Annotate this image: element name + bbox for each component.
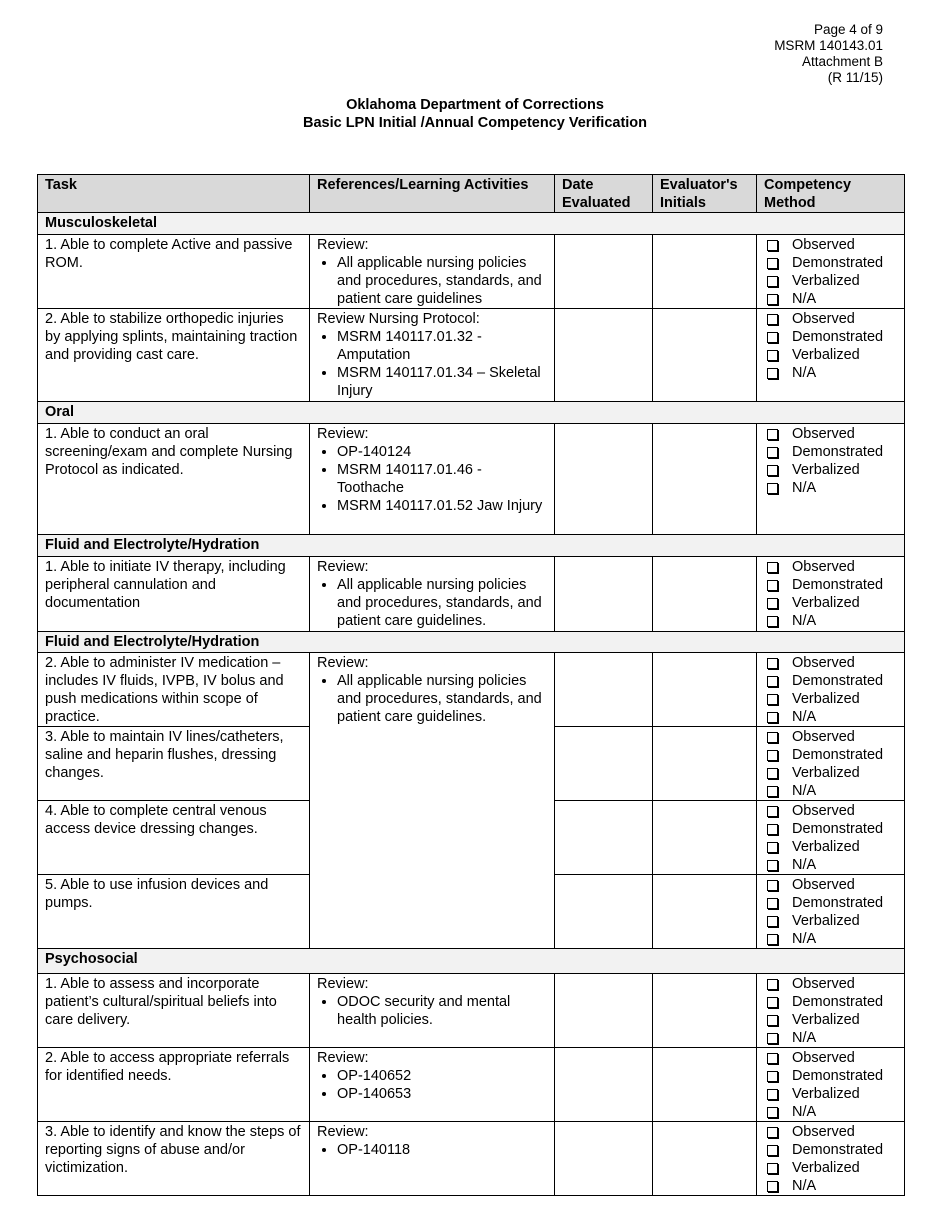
task-cell: 2. Able to access appropriate referrals for identified needs. <box>38 1048 310 1122</box>
date-evaluated-cell[interactable] <box>555 727 653 801</box>
competency-option-label: N/A <box>792 1178 817 1194</box>
section-header-row <box>38 632 905 653</box>
checkbox[interactable] <box>767 694 778 705</box>
competency-method-cell <box>757 974 905 1048</box>
competency-option <box>764 310 897 328</box>
reference-label: Review: <box>317 1124 369 1140</box>
competency-option-label: Observed <box>792 559 855 575</box>
date-evaluated-cell[interactable] <box>555 801 653 875</box>
competency-option <box>764 912 897 930</box>
reference-item: • MSRM 140117.01.52 Jaw Injury <box>337 497 547 515</box>
checkbox[interactable] <box>767 934 778 945</box>
evaluator-initials-cell[interactable] <box>653 875 757 949</box>
competency-option <box>764 1123 897 1141</box>
section-header-row <box>38 402 905 424</box>
checkbox[interactable] <box>767 598 778 609</box>
competency-table <box>37 174 905 1196</box>
competency-option <box>764 820 897 838</box>
competency-option <box>764 1067 897 1085</box>
checkbox[interactable] <box>767 750 778 761</box>
competency-method-cell <box>757 1122 905 1196</box>
competency-option <box>764 672 897 690</box>
competency-method-cell <box>757 235 905 309</box>
reference-item: • MSRM 140117.01.46 - Toothache <box>337 461 547 497</box>
table-header-row <box>38 175 905 213</box>
date-evaluated-cell[interactable] <box>555 235 653 309</box>
references-cell <box>310 1122 555 1196</box>
checkbox[interactable] <box>767 1033 778 1044</box>
competency-option <box>764 728 897 746</box>
table-row <box>38 424 905 535</box>
competency-option-label: N/A <box>792 291 817 307</box>
reference-item: • OP-140653 <box>337 1085 547 1103</box>
checkbox[interactable] <box>767 732 778 743</box>
competency-option-label: Observed <box>792 237 855 253</box>
competency-option <box>764 746 897 764</box>
checkbox[interactable] <box>767 258 778 269</box>
evaluator-initials-cell[interactable] <box>653 1122 757 1196</box>
competency-options <box>764 310 897 382</box>
section-title: Psychosocial <box>38 949 905 974</box>
table-row <box>38 653 905 727</box>
checkbox[interactable] <box>767 786 778 797</box>
competency-option-label: Observed <box>792 1124 855 1140</box>
competency-option <box>764 612 897 630</box>
reference-label: Review: <box>317 237 369 253</box>
competency-option <box>764 856 897 874</box>
references-cell <box>310 1048 555 1122</box>
table-row <box>38 974 905 1048</box>
evaluator-initials-cell[interactable] <box>653 974 757 1048</box>
competency-option <box>764 558 897 576</box>
checkbox[interactable] <box>767 483 778 494</box>
table-row <box>38 235 905 309</box>
competency-option <box>764 1029 897 1047</box>
competency-option <box>764 802 897 820</box>
section-header-row <box>38 213 905 235</box>
checkbox[interactable] <box>767 314 778 325</box>
competency-option-label: Demonstrated <box>792 994 884 1010</box>
column-header-date-evaluated: Date Evaluated <box>555 175 653 213</box>
competency-method-cell <box>757 557 905 632</box>
date-evaluated-cell[interactable] <box>555 1122 653 1196</box>
task-cell: 3. Able to identify and know the steps of reporting signs of abuse and/or victimization. <box>38 1122 310 1196</box>
competency-option-label: Observed <box>792 311 855 327</box>
checkbox[interactable] <box>767 880 778 891</box>
table-row <box>38 1122 905 1196</box>
checkbox[interactable] <box>767 368 778 379</box>
page-number: Page 4 of 9 <box>813 22 883 37</box>
checkbox[interactable] <box>767 1015 778 1026</box>
date-evaluated-cell[interactable] <box>555 424 653 535</box>
reference-list <box>317 1141 547 1159</box>
competency-option-label: Demonstrated <box>792 1068 884 1084</box>
competency-method-cell <box>757 727 905 801</box>
competency-options <box>764 1123 897 1195</box>
competency-method-cell <box>757 801 905 875</box>
competency-option-label: Observed <box>792 655 855 671</box>
table-row <box>38 309 905 402</box>
evaluator-initials-cell[interactable] <box>653 727 757 801</box>
reference-item: • MSRM 140117.01.32 - Amputation <box>337 328 547 364</box>
checkbox[interactable] <box>767 240 778 251</box>
competency-options <box>764 558 897 630</box>
competency-option-label: Verbalized <box>792 1160 860 1176</box>
checkbox[interactable] <box>767 465 778 476</box>
section-title: Oral <box>38 402 905 424</box>
competency-option-label: N/A <box>792 857 817 873</box>
section-title: Fluid and Electrolyte/Hydration <box>38 632 905 653</box>
competency-option <box>764 1011 897 1029</box>
section-header-row <box>38 949 905 974</box>
competency-options <box>764 425 897 497</box>
competency-option-label: Demonstrated <box>792 444 884 460</box>
document-header <box>774 22 883 86</box>
reference-item: • OP-140652 <box>337 1067 547 1085</box>
checkbox[interactable] <box>767 1163 778 1174</box>
competency-option <box>764 1103 897 1121</box>
checkbox[interactable] <box>767 658 778 669</box>
competency-option <box>764 876 897 894</box>
checkbox[interactable] <box>767 447 778 458</box>
reference-item: • All applicable nursing policies and procedures, standards, and patient care guidelines <box>337 254 547 308</box>
references-cell <box>310 235 555 309</box>
references-cell <box>310 974 555 1048</box>
competency-option <box>764 708 897 726</box>
reference-label: Review: <box>317 976 369 992</box>
competency-option-label: Verbalized <box>792 839 860 855</box>
competency-method-cell <box>757 309 905 402</box>
competency-option-label: Verbalized <box>792 595 860 611</box>
competency-option-label: Observed <box>792 1050 855 1066</box>
task-cell: 4. Able to complete central venous access device dressing changes. <box>38 801 310 875</box>
reference-item: • OP-140118 <box>337 1141 547 1159</box>
date-evaluated-cell[interactable] <box>555 653 653 727</box>
evaluator-initials-cell[interactable] <box>653 1048 757 1122</box>
evaluator-initials-cell[interactable] <box>653 557 757 632</box>
evaluator-initials-cell[interactable] <box>653 235 757 309</box>
competency-option <box>764 364 897 382</box>
competency-option-label: Observed <box>792 803 855 819</box>
task-cell: 3. Able to maintain IV lines/catheters, saline and heparin flushes, dressing changes. <box>38 727 310 801</box>
competency-option <box>764 443 897 461</box>
competency-option <box>764 328 897 346</box>
reference-label: Review: <box>317 655 369 671</box>
checkbox[interactable] <box>767 898 778 909</box>
task-cell: 1. Able to complete Active and passive ROM. <box>38 235 310 309</box>
competency-option <box>764 690 897 708</box>
competency-option-label: Demonstrated <box>792 821 884 837</box>
reference-label: Review Nursing Protocol: <box>317 311 480 327</box>
reference-item: • All applicable nursing policies and procedures, standards, and patient care guidelines. <box>337 672 547 726</box>
competency-option <box>764 993 897 1011</box>
competency-option-label: N/A <box>792 709 817 725</box>
competency-method-cell <box>757 424 905 535</box>
competency-option <box>764 461 897 479</box>
checkbox[interactable] <box>767 1127 778 1138</box>
competency-option <box>764 425 897 443</box>
competency-option-label: Verbalized <box>792 1086 860 1102</box>
reference-list <box>317 993 547 1029</box>
task-cell: 2. Able to stabilize orthopedic injuries by applying splints, maintaining traction and providing cast care. <box>38 309 310 402</box>
competency-option-label: Verbalized <box>792 462 860 478</box>
competency-option <box>764 1177 897 1195</box>
column-header-evaluator-initials: Evaluator's Initials <box>653 175 757 213</box>
references-cell <box>310 424 555 535</box>
checkbox[interactable] <box>767 580 778 591</box>
reference-list <box>317 328 547 400</box>
competency-option <box>764 1085 897 1103</box>
competency-options <box>764 654 897 726</box>
competency-option <box>764 838 897 856</box>
checkbox[interactable] <box>767 1089 778 1100</box>
checkbox[interactable] <box>767 1053 778 1064</box>
table-row <box>38 557 905 632</box>
competency-option <box>764 782 897 800</box>
reference-list <box>317 1067 547 1103</box>
competency-option-label: N/A <box>792 480 817 496</box>
competency-option <box>764 346 897 364</box>
competency-option <box>764 479 897 497</box>
competency-option <box>764 576 897 594</box>
task-cell: 5. Able to use infusion devices and pumps. <box>38 875 310 949</box>
organization-title: Oklahoma Department of Corrections <box>346 97 604 113</box>
competency-option-label: Verbalized <box>792 913 860 929</box>
reference-item: • OP-140124 <box>337 443 547 461</box>
section-header-row <box>38 535 905 557</box>
checkbox[interactable] <box>767 979 778 990</box>
checkbox[interactable] <box>767 768 778 779</box>
competency-option-label: Verbalized <box>792 1012 860 1028</box>
evaluator-initials-cell[interactable] <box>653 424 757 535</box>
competency-option-label: Verbalized <box>792 347 860 363</box>
competency-option-label: Demonstrated <box>792 577 884 593</box>
table-row <box>38 1048 905 1122</box>
column-header-references: References/Learning Activities <box>310 175 555 213</box>
competency-option-label: Demonstrated <box>792 1142 884 1158</box>
competency-option <box>764 254 897 272</box>
checkbox[interactable] <box>767 1145 778 1156</box>
checkbox[interactable] <box>767 712 778 723</box>
references-cell <box>310 557 555 632</box>
references-cell <box>310 653 555 949</box>
references-cell <box>310 309 555 402</box>
competency-method-cell <box>757 875 905 949</box>
reference-item: • ODOC security and mental health policies. <box>337 993 547 1029</box>
competency-option-label: Verbalized <box>792 765 860 781</box>
competency-option-label: N/A <box>792 1104 817 1120</box>
reference-label: Review: <box>317 1050 369 1066</box>
competency-option-label: Demonstrated <box>792 747 884 763</box>
checkbox[interactable] <box>767 1071 778 1082</box>
date-evaluated-cell[interactable] <box>555 875 653 949</box>
section-title: Musculoskeletal <box>38 213 905 235</box>
competency-option <box>764 1049 897 1067</box>
section-title: Fluid and Electrolyte/Hydration <box>38 535 905 557</box>
checkbox[interactable] <box>767 294 778 305</box>
competency-method-cell <box>757 653 905 727</box>
competency-options <box>764 236 897 308</box>
evaluator-initials-cell[interactable] <box>653 801 757 875</box>
checkbox[interactable] <box>767 997 778 1008</box>
checkbox[interactable] <box>767 616 778 627</box>
competency-option-label: Observed <box>792 729 855 745</box>
competency-option-label: Demonstrated <box>792 895 884 911</box>
evaluator-initials-cell[interactable] <box>653 309 757 402</box>
checkbox[interactable] <box>767 350 778 361</box>
checkbox[interactable] <box>767 1107 778 1118</box>
competency-option-label: Demonstrated <box>792 255 884 271</box>
competency-option <box>764 1159 897 1177</box>
competency-option-label: Verbalized <box>792 273 860 289</box>
competency-option <box>764 975 897 993</box>
revision-label: (R 11/15) <box>827 70 883 85</box>
competency-options <box>764 1049 897 1121</box>
date-evaluated-cell[interactable] <box>555 557 653 632</box>
document-number: MSRM 140143.01 <box>774 38 883 53</box>
checkbox[interactable] <box>767 842 778 853</box>
checkbox[interactable] <box>767 860 778 871</box>
competency-option <box>764 654 897 672</box>
column-header-competency-method: Competency Method <box>757 175 905 213</box>
checkbox[interactable] <box>767 806 778 817</box>
reference-list <box>317 672 547 726</box>
checkbox[interactable] <box>767 562 778 573</box>
competency-option <box>764 930 897 948</box>
competency-option-label: Demonstrated <box>792 673 884 689</box>
competency-option-label: N/A <box>792 365 817 381</box>
competency-option-label: N/A <box>792 783 817 799</box>
competency-options <box>764 975 897 1047</box>
reference-item: • All applicable nursing policies and procedures, standards, and patient care guidelines. <box>337 576 547 630</box>
task-cell: 2. Able to administer IV medication – includes IV fluids, IVPB, IV bolus and push medications within scope of practice. <box>38 653 310 727</box>
competency-option-label: N/A <box>792 1030 817 1046</box>
competency-options <box>764 728 897 800</box>
document-title: Basic LPN Initial /Annual Competency Verification <box>302 115 648 131</box>
checkbox[interactable] <box>767 824 778 835</box>
competency-method-cell <box>757 1048 905 1122</box>
competency-option <box>764 290 897 308</box>
competency-option <box>764 236 897 254</box>
competency-option-label: N/A <box>792 613 817 629</box>
task-cell: 1. Able to initiate IV therapy, including peripheral cannulation and documentation <box>38 557 310 632</box>
reference-list <box>317 443 547 515</box>
column-header-task: Task <box>38 175 310 213</box>
reference-list <box>317 254 547 308</box>
date-evaluated-cell[interactable] <box>555 1048 653 1122</box>
competency-option <box>764 272 897 290</box>
competency-option <box>764 764 897 782</box>
competency-option-label: Observed <box>792 877 855 893</box>
competency-option-label: N/A <box>792 931 817 947</box>
checkbox[interactable] <box>767 276 778 287</box>
checkbox[interactable] <box>767 332 778 343</box>
reference-list <box>317 576 547 630</box>
competency-option-label: Observed <box>792 426 855 442</box>
checkbox[interactable] <box>767 429 778 440</box>
page-title <box>0 96 950 132</box>
checkbox[interactable] <box>767 916 778 927</box>
date-evaluated-cell[interactable] <box>555 309 653 402</box>
evaluator-initials-cell[interactable] <box>653 653 757 727</box>
competency-option-label: Demonstrated <box>792 329 884 345</box>
competency-option <box>764 1141 897 1159</box>
date-evaluated-cell[interactable] <box>555 974 653 1048</box>
competency-option-label: Observed <box>792 976 855 992</box>
checkbox[interactable] <box>767 676 778 687</box>
task-cell: 1. Able to conduct an oral screening/exam and complete Nursing Protocol as indicated. <box>38 424 310 535</box>
competency-option <box>764 594 897 612</box>
competency-options <box>764 876 897 948</box>
reference-item: • MSRM 140117.01.34 – Skeletal Injury <box>337 364 547 400</box>
reference-label: Review: <box>317 426 369 442</box>
attachment-label: Attachment B <box>801 54 883 69</box>
reference-label: Review: <box>317 559 369 575</box>
competency-options <box>764 802 897 874</box>
competency-option <box>764 894 897 912</box>
competency-option-label: Verbalized <box>792 691 860 707</box>
task-cell: 1. Able to assess and incorporate patient’s cultural/spiritual beliefs into care delivery. <box>38 974 310 1048</box>
checkbox[interactable] <box>767 1181 778 1192</box>
